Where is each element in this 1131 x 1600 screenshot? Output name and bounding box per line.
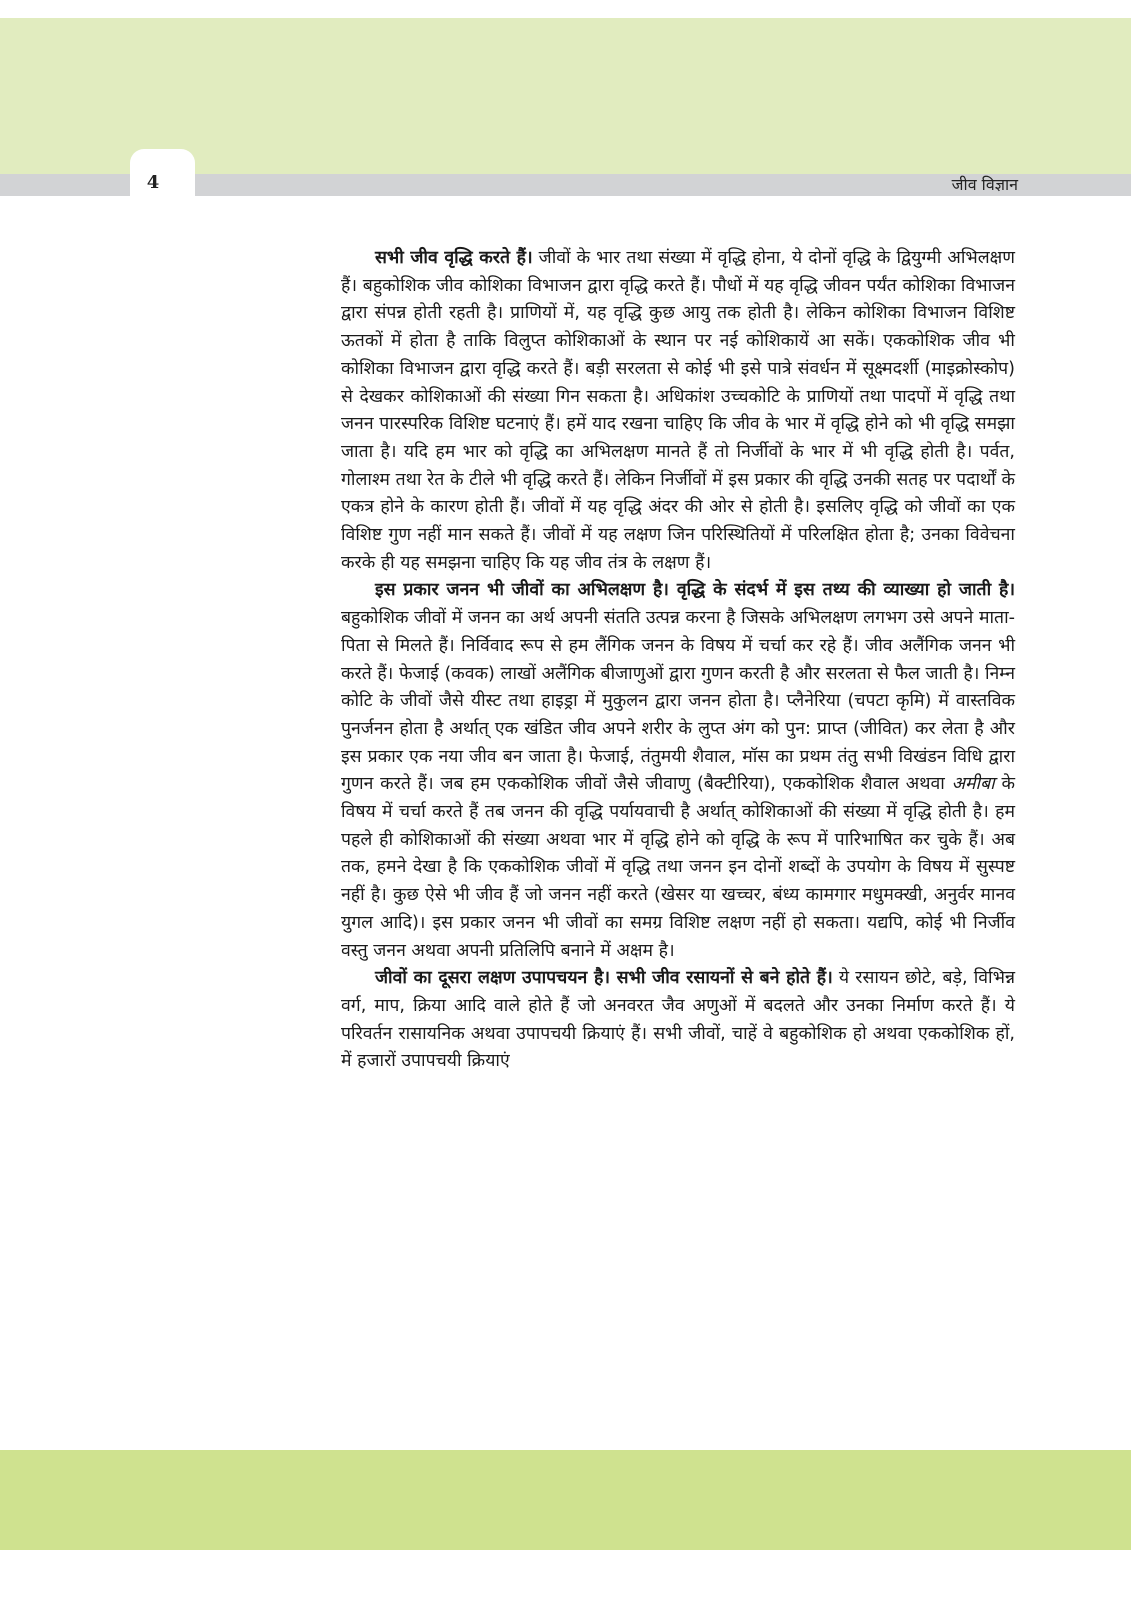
paragraph-lead: इस प्रकार जनन भी जीवों का अभिलक्षण है। वृद्धि के संदर्भ में इस तथ्य की व्याख्या हो जाती है। — [375, 580, 1015, 601]
paragraph-lead: जीवों का दूसरा लक्षण उपापचयन है। सभी जीव रसायनों से बने होते हैं। — [375, 968, 833, 989]
paragraph-growth — [341, 245, 1015, 577]
body-text — [341, 245, 1015, 1076]
paragraph-body: बहुकोशिक जीवों में जनन का अर्थ अपनी संतति उत्पन्न करना है जिसके अभिलक्षण लगभग उसे अपने माता-पिता से मिलते हैं। निर्विवाद रूप से हम लैंगिक जनन के विषय में चर्चा कर रहे हैं। जीव अलैंगिक जनन भी करते हैं। फेजाई (कवक) लाखों अलैंगिक बीजाणुओं द्वारा गुणन करती है और सरलता से फैल जाती है। निम्न कोटि के जीवों जैसे यीस्ट तथा हाइड्रा में मुकुलन द्वारा जनन होता है। प्लैनेरिया (चपटा कृमि) में वास्तविक पुनर्जनन होता है अर्थात् एक खंडित जीव अपने शरीर के लुप्त अंग को पुन: प्राप्त (जीवित) कर लेता है और इस प्रकार एक नया जीव बन जाता है। फेजाई, तंतुमयी शैवाल, मॉस का प्रथम तंतु सभी विखंडन विधि द्वारा गुणन करते हैं। जब हम एककोशिक जीवों जैसे जीवाणु (बैक्टीरिया), एककोशिक शैवाल अथवा — [341, 608, 1015, 795]
paragraph-lead: सभी जीव वृद्धि करते हैं। — [375, 248, 533, 268]
page-number: 4 — [146, 172, 160, 193]
footer-band — [0, 1450, 1131, 1550]
running-header-title: जीव विज्ञान — [951, 175, 1018, 194]
paragraph-body-continued: के विषय में चर्चा करते हैं तब जनन की वृद्धि पर्यायवाची है अर्थात् कोशिकाओं की संख्या में वृद्धि होती है। हम पहले ही कोशिकाओं की संख्या अथवा भार में वृद्धि होने को वृद्धि के रूप में पारिभाषित कर चुके हैं। अब तक, हमने देखा है कि एककोशिक जीवों में वृद्धि तथा जनन इन दोनों शब्दों के उपयोग के विषय में सुस्पष्ट नहीं है। कुछ ऐसे भी जीव हैं जो जनन नहीं करते (खेसर या खच्चर, बंध्य कामगार मधुमक्खी, अनुर्वर मानव युगल आदि)। इस प्रकार जनन भी जीवों का समग्र विशिष्ट लक्षण नहीं हो सकता। यद्यपि, कोई भी निर्जीव वस्तु जनन अथवा अपनी प्रतिलिपि बनाने में अक्षम है। — [341, 774, 1015, 961]
paragraph-italic-term: अमीबा — [951, 774, 995, 795]
paragraph-metabolism — [341, 965, 1015, 1076]
paragraph-reproduction — [341, 577, 1015, 965]
paragraph-body: जीवों के भार तथा संख्या में वृद्धि होना, ये दोनों वृद्धि के द्वियुग्मी अभिलक्षण हैं। बहुकोशिक जीव कोशिका विभाजन द्वारा वृद्धि करते हैं। पौधों में यह वृद्धि जीवन पर्यंत कोशिका विभाजन द्वारा संपन्न होती रहती है। प्राणियों में, यह वृद्धि कुछ आयु तक होती है। लेकिन कोशिका विभाजन विशिष्ट ऊतकों में होता है ताकि विलुप्त कोशिकाओं के स्थान पर नई कोशिकायें आ सकें। एककोशिक जीव भी कोशिका विभाजन द्वारा वृद्धि करते हैं। बड़ी सरलता से कोई भी इसे पात्रे संवर्धन में सूक्ष्मदर्शी (माइक्रोस्कोप) से देखकर कोशिकाओं की संख्या गिन सकता है। अधिकांश उच्चकोटि के प्राणियों तथा पादपों में वृद्धि तथा जनन पारस्परिक विशिष्ट घटनाएं हैं। हमें याद रखना चाहिए कि जीव के भार में वृद्धि होने को भी वृद्धि समझा जाता है। यदि हम भार को वृद्धि का अभिलक्षण मानते हैं तो निर्जीवों के भार में भी वृद्धि होती है। पर्वत, गोलाश्म तथा रेत के टीले भी वृद्धि करते हैं। लेकिन निर्जीवों में इस प्रकार की वृद्धि उनकी सतह पर पदार्थों के एकत्र होने के कारण होती हैं। जीवों में यह वृद्धि अंदर की ओर से होती है। इसलिए वृद्धि को जीवों का एक विशिष्ट गुण नहीं मान सकते हैं। जीवों में यह लक्षण जिन परिस्थितियों में परिलक्षित होता है; उनका विवेचना करके ही यह समझना चाहिए कि यह जीव तंत्र के लक्षण हैं। — [341, 248, 1016, 573]
paragraph-body: ये रसायन छोटे, बड़े, विभिन्न वर्ग, माप, क्रिया आदि वाले होते हैं जो अनवरत जैव अणुओं में बदलते और उनका निर्माण करते हैं। ये परिवर्तन रासायनिक अथवा उपापचयी क्रियाएं हैं। सभी जीवों, चाहें वे बहुकोशिक हो अथवा एककोशिक हों, में हजारों उपापचयी क्रियाएं — [341, 968, 1015, 1072]
